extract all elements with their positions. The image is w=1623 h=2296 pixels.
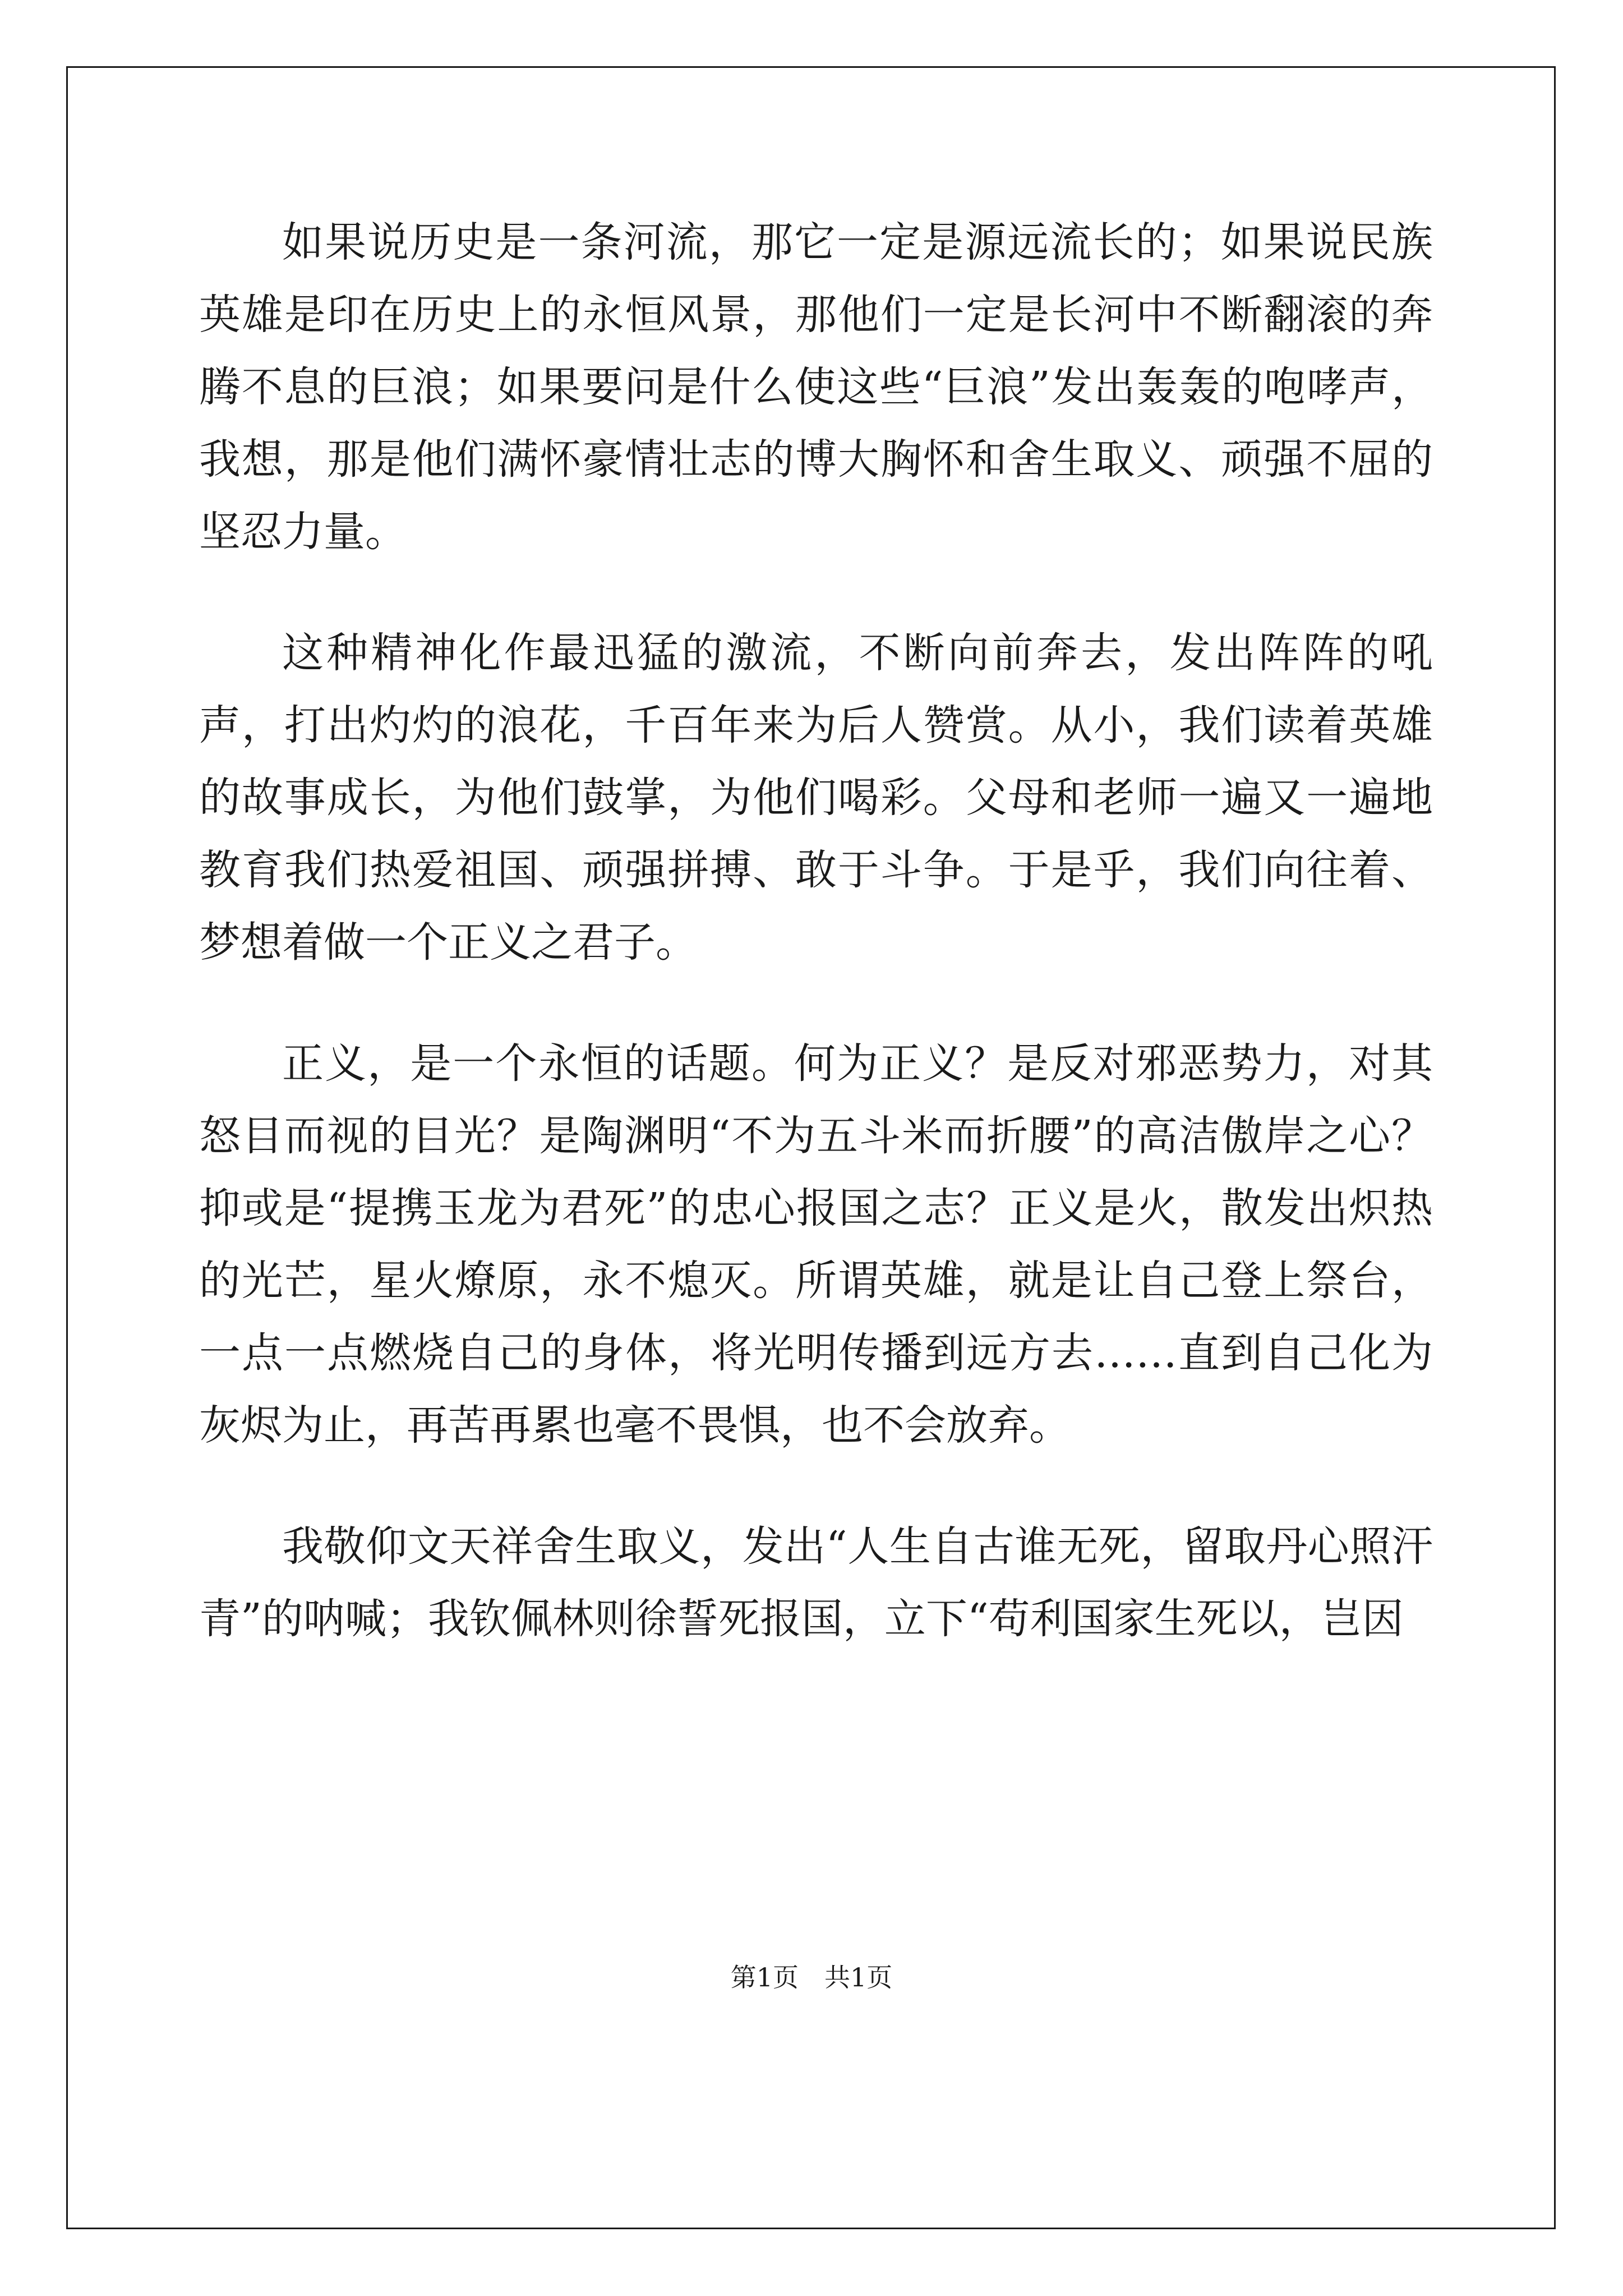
paragraph-4: 我敬仰文天祥舍生取义，发出“人生自古谁无死，留取丹心照汗青”的呐喊；我钦佩林则徐誓死报国，立下“苟利国家生死以，岂因	[199, 1522, 1433, 1643]
paragraph-1: 如果说历史是一条河流，那它一定是源远流长的；如果说民族英雄是印在历史上的永恒风景，那他们一定是长河中不断翻滚的奔腾不息的巨浪；如果要问是什么使这些“巨浪”发出轰轰的咆哮声，我想，那是他们满怀豪情壮志的博大胸怀和舍生取义、顽强不屈的坚忍力量。	[199, 218, 1433, 556]
total-pages: 共1页	[824, 1962, 893, 1993]
paragraph-3: 正义，是一个永恒的话题。何为正义？是反对邪恶势力，对其怒目而视的目光？是陶渊明“不为五斗米而折腰”的高洁傲岸之心？抑或是“提携玉龙为君死”的忠心报国之志？正义是火，散发出炽热的光芒，星火燎原，永不熄灭。所谓英雄，就是让自己登上祭台，一点一点燃烧自己的身体，将光明传播到远方去……直到自己化为灰烬为止，再苦再累也毫不畏惧，也不会放弃。	[199, 1039, 1433, 1450]
document-body	[199, 206, 1433, 1655]
page-footer	[0, 1961, 1623, 1994]
page-number: 第1页	[730, 1962, 799, 1993]
paragraph-2: 这种精神化作最迅猛的激流，不断向前奔去，发出阵阵的吼声，打出灼灼的浪花，千百年来为后人赞赏。从小，我们读着英雄的故事成长，为他们鼓掌，为他们喝彩。父母和老师一遍又一遍地教育我们热爱祖国、顽强拼搏、敢于斗争。于是乎，我们向往着、梦想着做一个正义之君子。	[199, 629, 1433, 967]
